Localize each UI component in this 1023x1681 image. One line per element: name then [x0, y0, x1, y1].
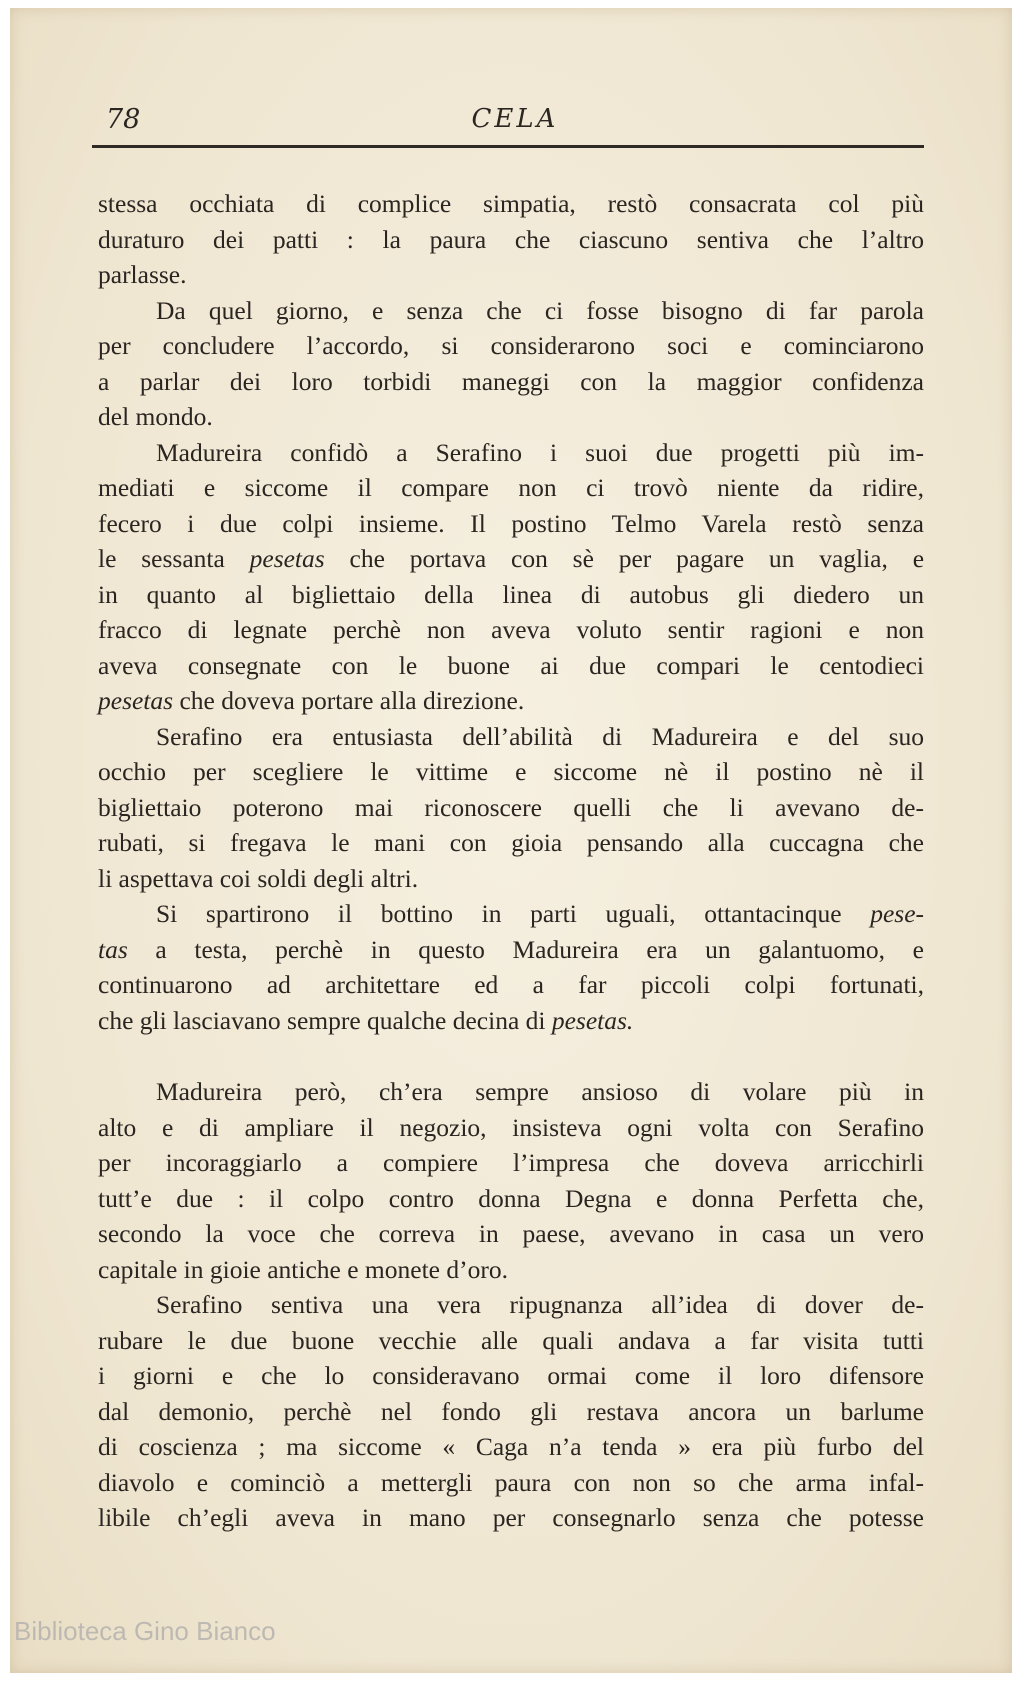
text-line: parlasse. — [98, 260, 187, 289]
paragraph-start-line: Da quel giorno, e senza che ci fosse bisogno di far parola — [156, 295, 924, 325]
text-line: secondo la voce che correva in paese, avevano in casa un vero — [98, 1219, 924, 1248]
text-fragment: a testa, perchè in questo Madureira era un galantuomo, e — [155, 934, 925, 964]
text-line: per incoraggiarlo a compiere l’impresa che doveva arricchirli — [98, 1148, 924, 1177]
body-text — [98, 186, 924, 1536]
text-line: fracco di legnate perchè non aveva voluto sentir ragioni e non — [98, 615, 924, 644]
header-rule — [92, 145, 924, 148]
text-line: alto e di ampliare il negozio, insisteva ogni volta con Serafino — [98, 1112, 924, 1142]
text-line — [98, 541, 924, 577]
page-number: 78 — [106, 104, 141, 135]
text-line — [98, 932, 924, 968]
italic-word: pesetas — [249, 544, 325, 573]
text-line: capitale in gioie antiche e monete d’oro. — [98, 1254, 508, 1284]
text-line: i giorni e che lo consideravano ormai come il loro difensore — [98, 1361, 924, 1390]
text-line: per concludere l’accordo, si considerarono soci e cominciarono — [98, 331, 924, 360]
italic-word: pesetas — [98, 686, 174, 715]
text-line — [98, 683, 924, 719]
text-line: stessa occhiata di complice simpatia, restò consacrata col più — [98, 189, 924, 218]
text-line: continuarono ad architettare ed a far piccoli colpi fortunati, — [98, 970, 924, 999]
text-line: duraturo dei patti : la paura che ciascuno sentiva che l’altro — [98, 224, 924, 254]
italic-word: pesetas. — [551, 1005, 634, 1035]
text-line: a parlar dei loro torbidi maneggi con la maggior confidenza — [98, 366, 924, 396]
text-line — [98, 1429, 924, 1465]
text-line: del mondo. — [98, 402, 213, 431]
text-line: rubare le due buone vecchie alle quali andava a far visita tutti — [98, 1325, 924, 1355]
paragraph-start-line: Madureira però, ch’era sempre ansioso di volare più in — [156, 1077, 924, 1106]
text-line — [98, 1003, 924, 1039]
text-line: occhio per scegliere le vittime e siccome nè il postino nè il — [98, 757, 924, 786]
text-line: rubati, si fregava le mani con gioia pensando alla cuccagna che — [98, 828, 924, 857]
quoted-nickname: « Caga n’a tenda » — [442, 1432, 691, 1461]
text-fragment: era più furbo del — [711, 1432, 924, 1461]
text-line: fecero i due colpi insieme. Il postino Telmo Varela restò senza — [98, 508, 924, 538]
text-fragment: che doveva portare alla direzione. — [179, 686, 525, 715]
text-fragment: di coscienza ; ma siccome — [98, 1432, 422, 1461]
text-line: in quanto al bigliettaio della linea di autobus gli diedero un — [98, 579, 924, 609]
text-fragment: le sessanta — [98, 544, 225, 573]
paragraph-start-line: Serafino sentiva una vera ripugnanza all’idea di dover de- — [156, 1290, 924, 1319]
text-line: libile ch’egli aveva in mano per consegnarlo senza che potesse — [98, 1503, 924, 1532]
text-line: mediati e siccome il compare non ci trovò niente da ridire, — [98, 473, 924, 502]
running-head: CELA — [471, 104, 559, 134]
paragraph-start-line — [98, 896, 924, 932]
paragraph-start-line: Madureira confidò a Serafino i suoi due progetti più im- — [156, 437, 924, 467]
text-fragment: che gli lasciavano sempre qualche decina di — [98, 1005, 546, 1035]
text-fragment: che portava con sè per pagare un vaglia, e — [349, 544, 925, 573]
text-line: aveva consegnate con le buone ai due compari le centodieci — [98, 650, 924, 680]
page-header — [96, 104, 934, 144]
paragraph-start-line: Serafino era entusiasta dell’abilità di Madureira e del suo — [156, 721, 924, 751]
text-line: bigliettaio poterono mai riconoscere quelli che li avevano de- — [98, 792, 924, 822]
text-line: diavolo e cominciò a mettergli paura con non so che arma infal- — [98, 1467, 924, 1497]
text-line: dal demonio, perchè nel fondo gli restava ancora un barlume — [98, 1396, 924, 1426]
section-break — [98, 1038, 924, 1074]
text-line: li aspettava coi soldi degli altri. — [98, 863, 419, 893]
text-line: tutt’e due : il colpo contro donna Degna e donna Perfetta che, — [98, 1183, 924, 1213]
italic-word: pese- — [870, 899, 925, 928]
text-fragment: Si spartirono il bottino in parti uguali, ottantacinque — [156, 899, 842, 928]
italic-word: tas — [98, 934, 128, 964]
library-watermark: Biblioteca Gino Bianco — [14, 1616, 276, 1646]
